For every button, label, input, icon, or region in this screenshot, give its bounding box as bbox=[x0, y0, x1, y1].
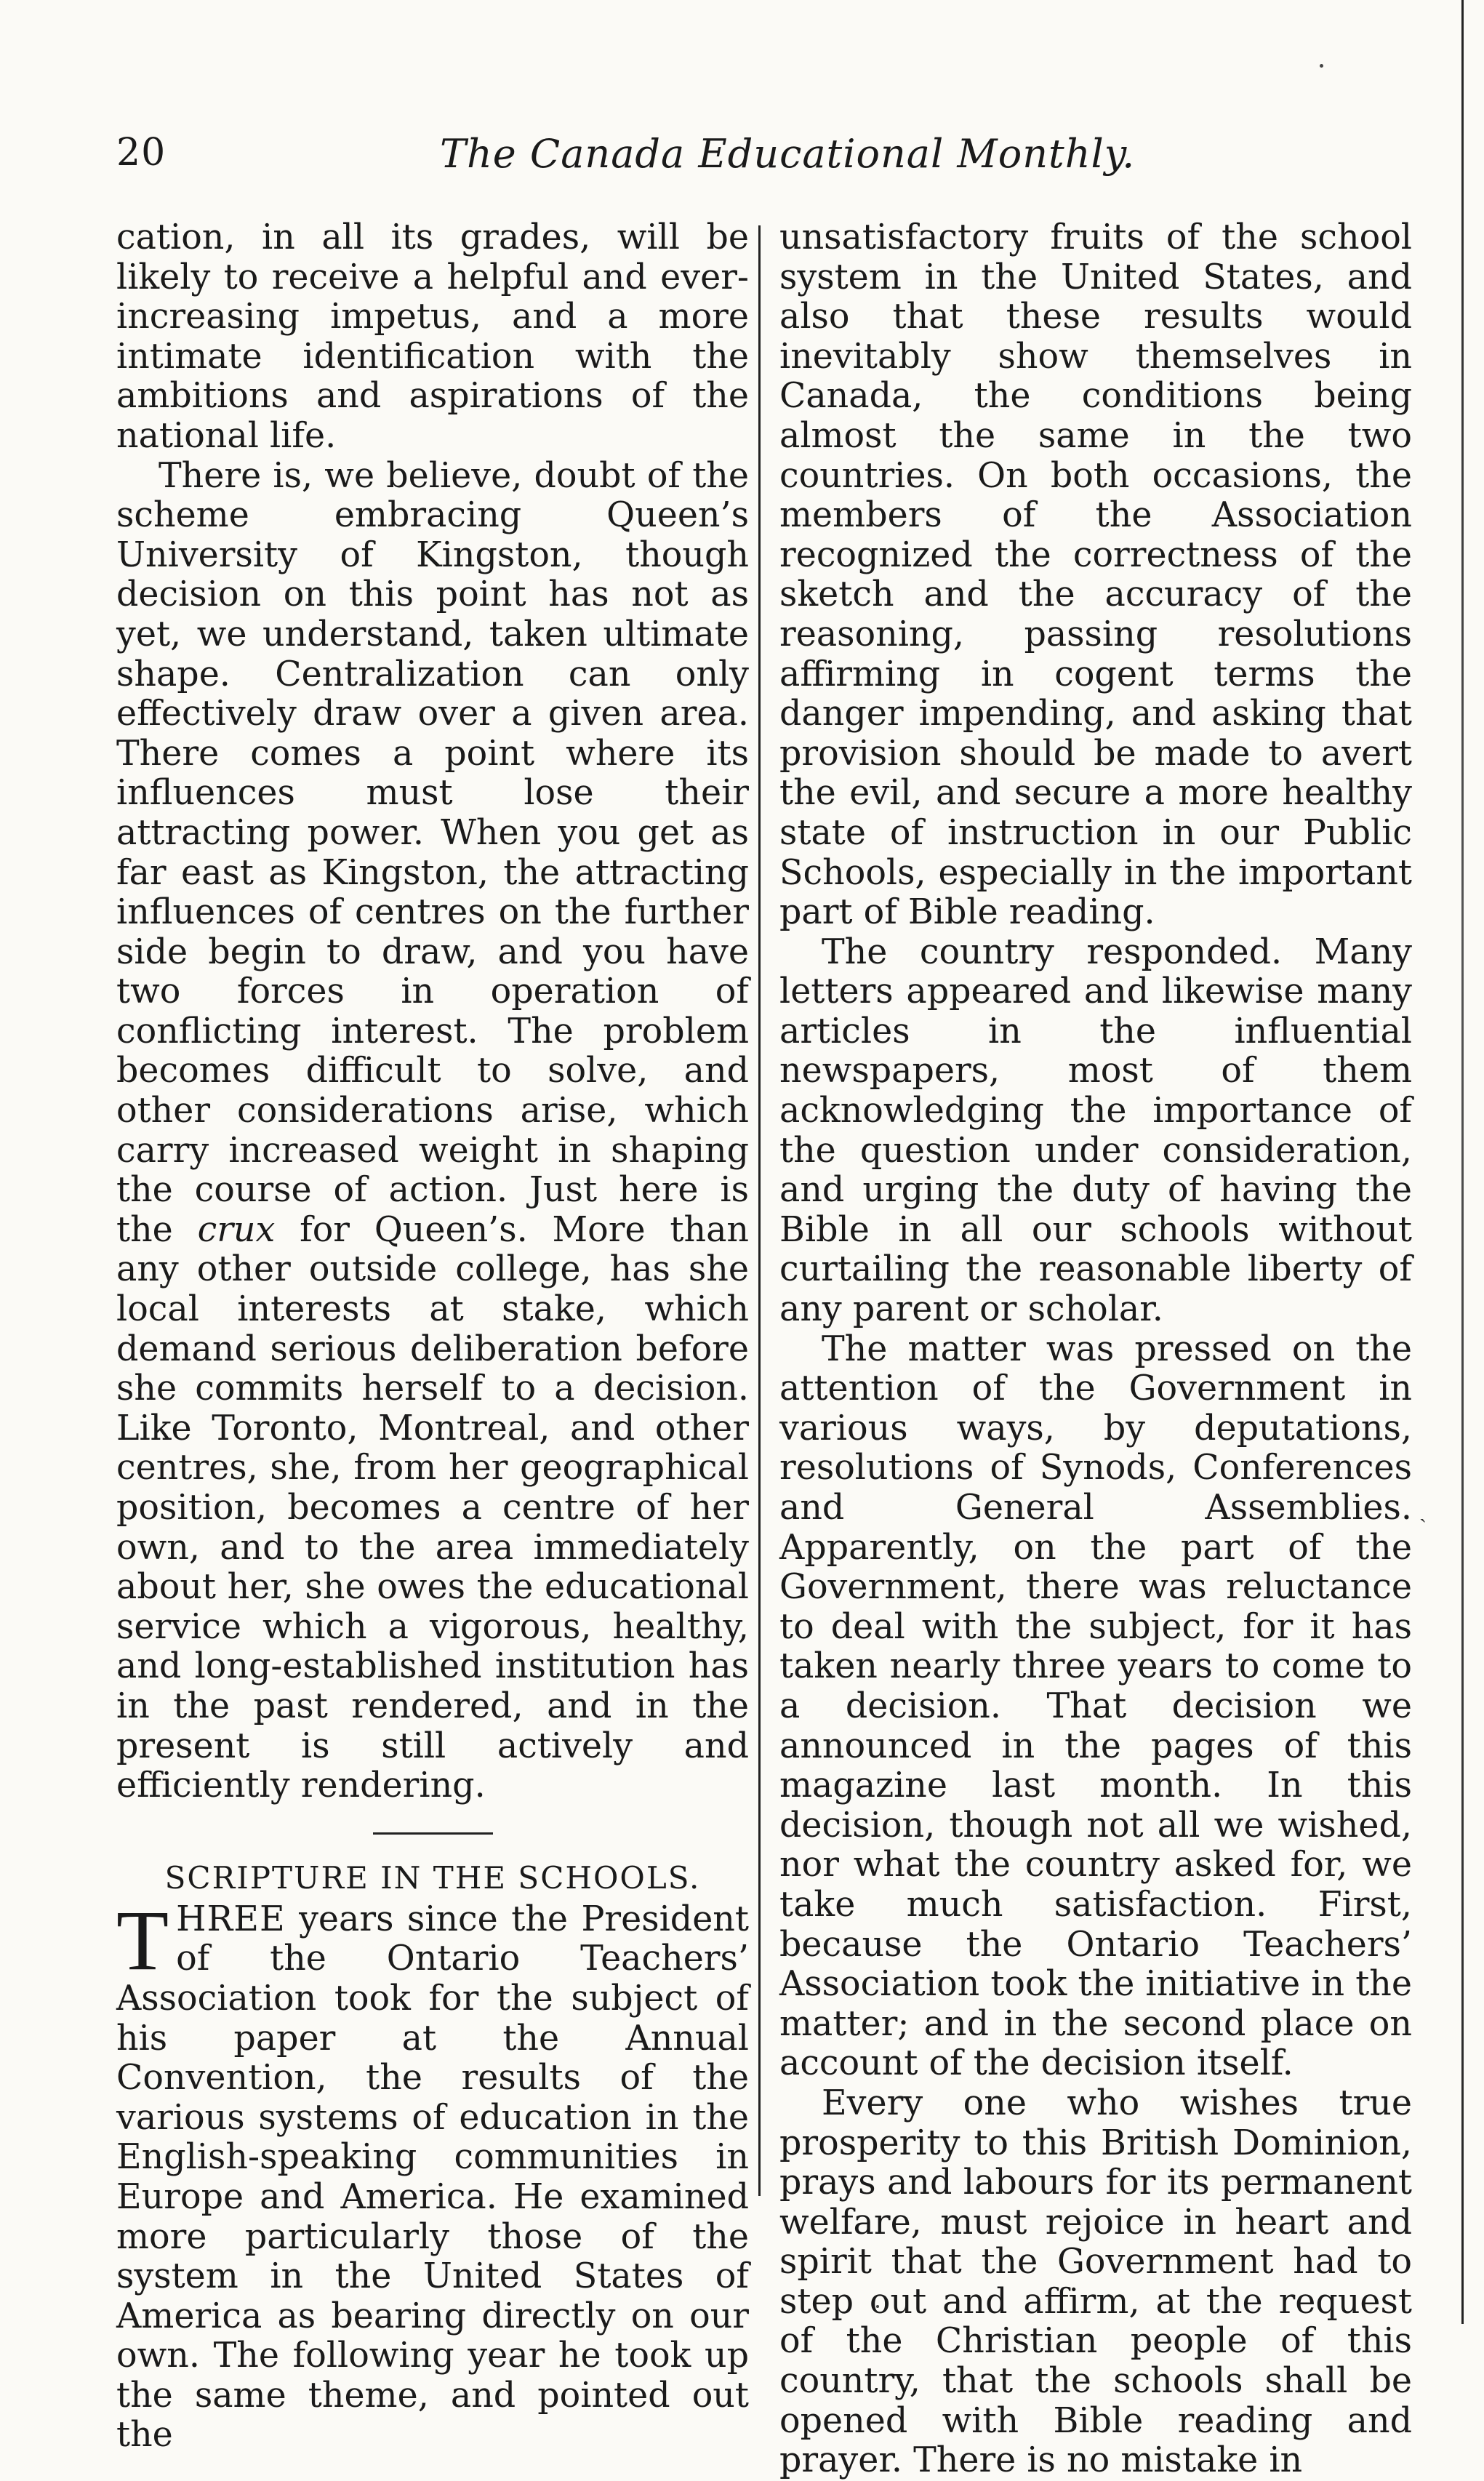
left-paragraph-2 bbox=[116, 457, 749, 1806]
right-paragraph-4: Every one who wishes true prosperity to this British Dominion, prays and labours for its permanent welfare, must rejoice in heart and spirit that the Government had to step out and affirm, at the request of the Christian people of this country, that the schools shall be opened with Bible reading and prayer. There is no mistake in bbox=[779, 2083, 1412, 2481]
page-header bbox=[116, 131, 1396, 189]
running-title: The Canada Educational Monthly. bbox=[440, 131, 1136, 177]
right-paragraph-1: unsatisfactory fruits of the school system in the United States, and also that these results would inevitably show themselves in Canada, the conditions being almost the same in the two countries. On both occasions, the members of the Association recognized the correctness of the sketch and the accuracy of the reasoning, passing resolutions affirming in cogent terms the danger impending, and asking that provision should be made to avert the evil, and secure a more healthy state of instruction in our Public Schools, especially in the important part of Bible reading. bbox=[779, 217, 1412, 933]
page-edge-line bbox=[1461, 0, 1464, 2324]
drop-cap: T bbox=[116, 1892, 169, 1988]
right-paragraph-3: The matter was pressed on the attention of the Government in various ways, by deputations, resolutions of Synods, Conferences and General Assemblies. Apparently, on the part of the Government, there was reluctance to deal with the subject, for it has taken nearly three years to come to a decision. That decision we announced in the pages of this magazine last month. In this decision, though not all we wished, nor what the country asked for, we take much satisfaction. First, because the Ontario Teachers’ Association took the initiative in the matter; and in the second place on account of the decision itself. bbox=[779, 1328, 1412, 2084]
crux-word: crux bbox=[197, 1209, 276, 1250]
section-divider bbox=[373, 1832, 493, 1835]
left-paragraph-2-text: There is, we believe, doubt of the scheme embracing Queen’s University of Kingston, though decision on this point has not as yet, we understand, taken ultimate shape. Centralization can only effectively draw over a given area. There comes a point where its influences must lose their attracting power. When you get as far east as Kingston, the attracting influences of centres on the further side begin to draw, and you have two forces in operation of conflicting interest. The problem becomes difficult to solve, and other considerations arise, which carry increased weight in shaping the course of action. Just here is the bbox=[116, 455, 749, 1250]
left-paragraph-3 bbox=[116, 1892, 749, 2456]
left-paragraph-2-text-end: for Queen’s. More than any other outside college, has she local interests at stake, which demand serious deliberation before she commits herself to a decision. Like Toronto, Montreal, and other centres, she, from her geographical position, becomes a centre of her own, and to the area immediately about her, she owes the educational service which a vigorous, healthy, and long-established institution has in the past rendered, and in the present is still actively and efficiently rendering. bbox=[116, 1209, 749, 1806]
left-paragraph-1: cation, in all its grades, will be likely to receive a helpful and ever-increasing impetus, and a more intimate identification with the ambitions and aspirations of the national life. bbox=[116, 217, 749, 456]
column-rule bbox=[758, 225, 761, 2196]
margin-mark: ˏ bbox=[1419, 1498, 1427, 1523]
left-column bbox=[116, 218, 749, 2456]
small-caps-word: HREE bbox=[176, 1899, 286, 1939]
right-paragraph-2: The country responded. Many letters appeared and likewise many articles in the influential newspapers, most of them acknowledging the importance of the question under consideration, and urging the duty of having the Bible in all our schools without curtailing the reasonable liberty of any parent or scholar. bbox=[779, 931, 1412, 1330]
scan-speck bbox=[1320, 64, 1323, 68]
page-number: 20 bbox=[116, 131, 167, 175]
left-paragraph-3-text: years since the President of the Ontario Teachers’ Association took for the subject of his paper at the Annual Convention, the results of the various systems of education in the English-speaking communities in Europe and America. He examined more particularly those of the system in the United States of America as bearing directly on our own. The following year he took up the same theme, and pointed out the bbox=[116, 1899, 749, 2456]
section-heading: SCRIPTURE IN THE SCHOOLS. bbox=[164, 1859, 701, 1896]
right-column bbox=[779, 218, 1412, 2481]
